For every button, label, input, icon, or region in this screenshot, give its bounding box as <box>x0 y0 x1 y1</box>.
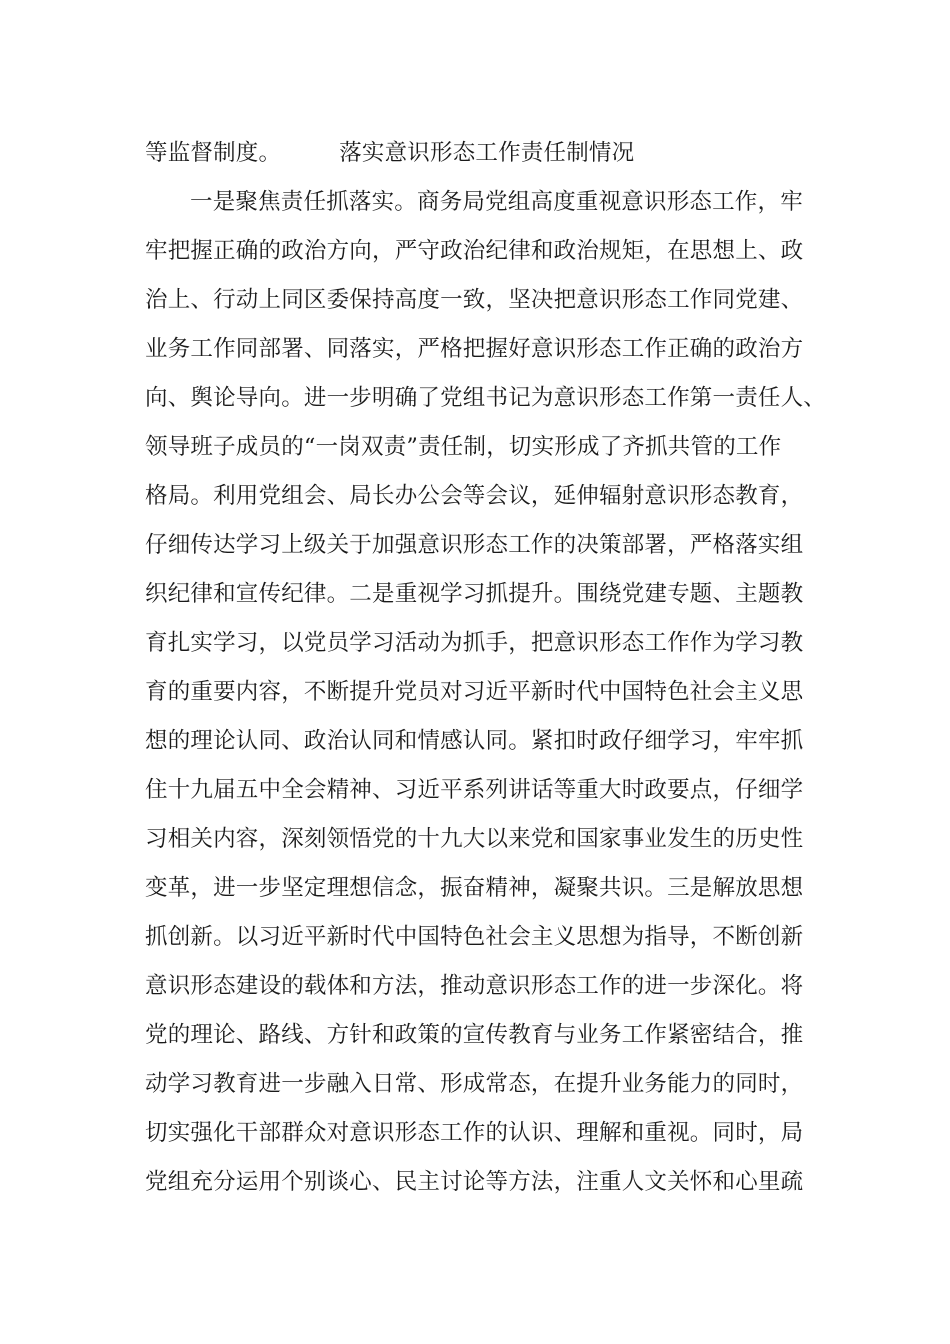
body-line-14: 习相关内容，深刻领悟党的十九大以来党和国家事业发生的历史性 <box>145 826 804 852</box>
heading-prefix: 等监督制度。 <box>145 140 282 166</box>
body-line-9: 织纪律和宣传纪律。二是重视学习抓提升。围绕党建专题、主题教 <box>145 581 804 607</box>
body-line-18: 党的理论、路线、方针和政策的宣传教育与业务工作紧密结合，推 <box>145 1022 804 1048</box>
body-line-8: 仔细传达学习上级关于加强意识形态工作的决策部署，严格落实组 <box>145 532 804 558</box>
body-line-1: 一是聚焦责任抓落实。商务局党组高度重视意识形态工作，牢 <box>190 189 803 215</box>
body-line-3: 治上、行动上同区委保持高度一致，坚决把意识形态工作同党建、 <box>145 287 804 313</box>
heading-line <box>145 138 815 168</box>
body-line-5: 向、舆论导向。进一步明确了党组书记为意识形态工作第一责任人、 <box>145 385 827 411</box>
body-line-4: 业务工作同部署、同落实，严格把握好意识形态工作正确的政治方 <box>145 336 804 362</box>
section-title: 落实意识形态工作责任制情况 <box>339 140 635 166</box>
body-line-20: 切实强化干部群众对意识形态工作的认识、理解和重视。同时，局 <box>145 1120 804 1146</box>
body-line-7: 格局。利用党组会、局长办公会等会议，延伸辐射意识形态教育， <box>145 483 804 509</box>
body-line-16: 抓创新。以习近平新时代中国特色社会主义思想为指导，不断创新 <box>145 924 804 950</box>
body-line-2: 牢把握正确的政治方向，严守政治纪律和政治规矩，在思想上、政 <box>145 238 804 264</box>
body-line-6: 领导班子成员的“一岗双责”责任制，切实形成了齐抓共管的工作 <box>145 434 782 460</box>
body-line-11: 育的重要内容，不断提升党员对习近平新时代中国特色社会主义思 <box>145 679 804 705</box>
body-line-21: 党组充分运用个别谈心、民主讨论等方法，注重人文关怀和心里疏 <box>145 1169 804 1195</box>
body-line-15: 变革，进一步坚定理想信念，振奋精神，凝聚共识。三是解放思想 <box>145 875 804 901</box>
body-line-12: 想的理论认同、政治认同和情感认同。紧扣时政仔细学习，牢牢抓 <box>145 728 804 754</box>
body-line-10: 育扎实学习，以党员学习活动为抓手，把意识形态工作作为学习教 <box>145 630 804 656</box>
body-line-19: 动学习教育进一步融入日常、形成常态，在提升业务能力的同时， <box>145 1071 804 1097</box>
body-line-13: 住十九届五中全会精神、习近平系列讲话等重大时政要点，仔细学 <box>145 777 804 803</box>
body-line-17: 意识形态建设的载体和方法，推动意识形态工作的进一步深化。将 <box>145 973 804 999</box>
